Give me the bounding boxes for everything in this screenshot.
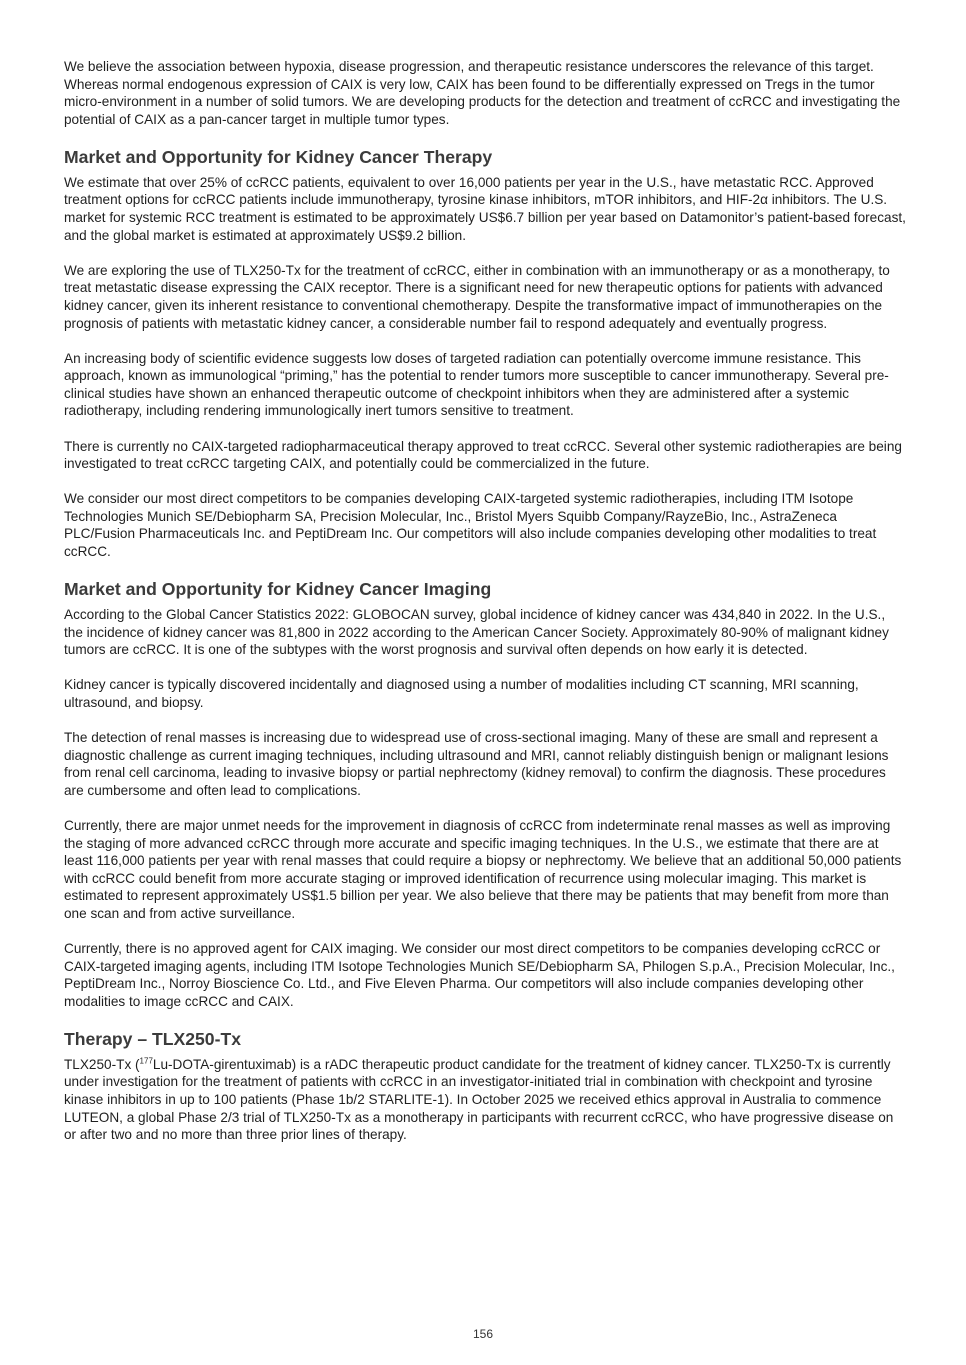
page-content [64,58,906,1161]
therapy-market-paragraph-3: An increasing body of scientific evidence suggests low doses of targeted radiation can potentially overcome immune resistance. This approach, known as immunological “priming,” has the potential to render tumors more susceptible to cancer immunotherapy. Several pre-clinical studies have shown an enhanced therapeutic outcome of checkpoint inhibitors when they are administered after a systemic radiotherapy, including rendering immunologically inert tumors sensitive to treatment. [64,350,889,419]
therapy-tlx250-text-rest: Lu-DOTA-girentuximab) is a rADC therapeutic product candidate for the treatment of kidney cancer. TLX250-Tx is currently under investigation for the treatment of patients with ccRCC in an investigator-initiated trial in combination with checkpoint and tyrosine kinase inhibitors in up to 100 patients (Phase 1b/2 STARLITE-1). In October 2025 we received ethics approval in Australia to commence LUTEON, a global Phase 2/3 trial of TLX250-Tx as a monotherapy in participants with recurrent ccRCC, who have progressive disease on or after two and no more than three prior lines of therapy. [64,1056,894,1143]
therapy-market-paragraph-2: We are exploring the use of TLX250-Tx for the treatment of ccRCC, either in combination with an immunotherapy or as a monotherapy, to treat metastatic disease expressing the CAIX receptor. There is a significant need for new therapeutic options for patients with advanced kidney cancer, given its inherent resistance to conventional chemotherapy. Despite the transformative impact of immunotherapies on the prognosis of patients with metastatic kidney cancer, a considerable number fail to respond adequately and eventually progress. [64,262,890,331]
therapy-market-paragraph-4: There is currently no CAIX-targeted radiopharmaceutical therapy approved to treat ccRCC. Several other systemic radiotherapies are being investigated to treat ccRCC targeting CAIX, and potentially could be commercialized in the future. [64,438,902,472]
intro-paragraph: We believe the association between hypoxia, disease progression, and therapeutic resistance underscores the relevance of this target. Whereas normal endogenous expression of CAIX is very low, CAIX has been found to be differentially expressed on Tregs in the tumor micro-environment in a number of solid tumors. We are developing products for the detection and treatment of ccRCC and investigating the potential of CAIX as a pan-cancer target in multiple tumor types. [64,59,901,127]
page-number: 156 [472,1327,494,1341]
therapy-tlx250-text-start: TLX250-Tx ( [64,1056,140,1072]
imaging-market-paragraph-5: Currently, there is no approved agent for CAIX imaging. We consider our most direct competitors to be companies developing ccRCC or CAIX-targeted imaging agents, including ITM Isotope Technologies Munich SE/Debiopharm SA, Philogen S.p.A., Precision Molecular, Inc., PeptiDream Inc., Norroy Bioscience Co. Ltd., and Five Eleven Pharma. Our competitors will also include companies developing other modalities to image ccRCC and CAIX. [64,940,895,1009]
section-heading-imaging-market: Market and Opportunity for Kidney Cancer Imaging [64,579,492,600]
therapy-tlx250-paragraph [64,1056,906,1144]
isotope-superscript: 177 [139,1056,153,1066]
imaging-market-paragraph-1: According to the Global Cancer Statistics 2022: GLOBOCAN survey, global incidence of kidney cancer was 434,840 in 2022. In the U.S., the incidence of kidney cancer was 81,800 in 2022 according to the American Cancer Society. Approximately 80-90% of malignant kidney tumors are ccRCC. It is one of the subtypes with the worst prognosis and survival often depends on how early it is detected. [64,607,889,658]
imaging-market-paragraph-3: The detection of renal masses is increasing due to widespread use of cross-sectional imaging. Many of these are small and represent a diagnostic challenge as current imaging techniques, including ultrasound and MRI, cannot reliably distinguish benign or malignant lesions from renal cell carcinoma, leading to invasive biopsy or partial nephrectomy (kidney removal) to confirm the diagnosis. These procedures are cumbersome and often lead to complications. [64,730,889,798]
section-heading-therapy-tlx250: Therapy – TLX250-Tx [64,1028,241,1049]
imaging-market-paragraph-4: Currently, there are major unmet needs for the improvement in diagnosis of ccRCC from indeterminate renal masses as well as improving the staging of more advanced ccRCC through more accurate and specific imaging techniques. In the U.S., we estimate that there are at least 116,000 patients per year with renal masses that could require a biopsy or nephrectomy. We believe that an additional 50,000 patients with ccRCC could benefit from more accurate staging or improved identification of recurrence using molecular imaging. This market is estimated to represent approximately US$1.5 billion per year. We also believe that there may be patients that may benefit from more than one scan and from active surveillance. [64,817,902,921]
imaging-market-paragraph-2: Kidney cancer is typically discovered incidentally and diagnosed using a number of modalities including CT scanning, MRI scanning, ultrasound, and biopsy. [64,677,859,710]
therapy-market-paragraph-5: We consider our most direct competitors to be companies developing CAIX-targeted systemic radiotherapies, including ITM Isotope Technologies Munich SE/Debiopharm SA, Precision Molecular, Inc., Bristol Myers Squibb Company/RayzeBio, Inc., AstraZeneca PLC/Fusion Pharmaceuticals Inc. and PeptiDream Inc. Our competitors will also include companies developing other modalities to treat ccRCC. [64,491,877,559]
therapy-market-paragraph-1: We estimate that over 25% of ccRCC patients, equivalent to over 16,000 patients per year in the U.S., have metastatic RCC. Approved treatment options for ccRCC patients include immunotherapy, tyrosine kinase inhibitors, mTOR inhibitors, and HIF-2α inhibitors. The U.S. market for systemic RCC treatment is estimated to be approximately US$6.7 billion per year based on Datamonitor’s patient-based forecast, and the global market is estimated at approximately US$9.2 billion. [64,174,906,243]
section-heading-therapy-market: Market and Opportunity for Kidney Cancer Therapy [64,146,493,167]
